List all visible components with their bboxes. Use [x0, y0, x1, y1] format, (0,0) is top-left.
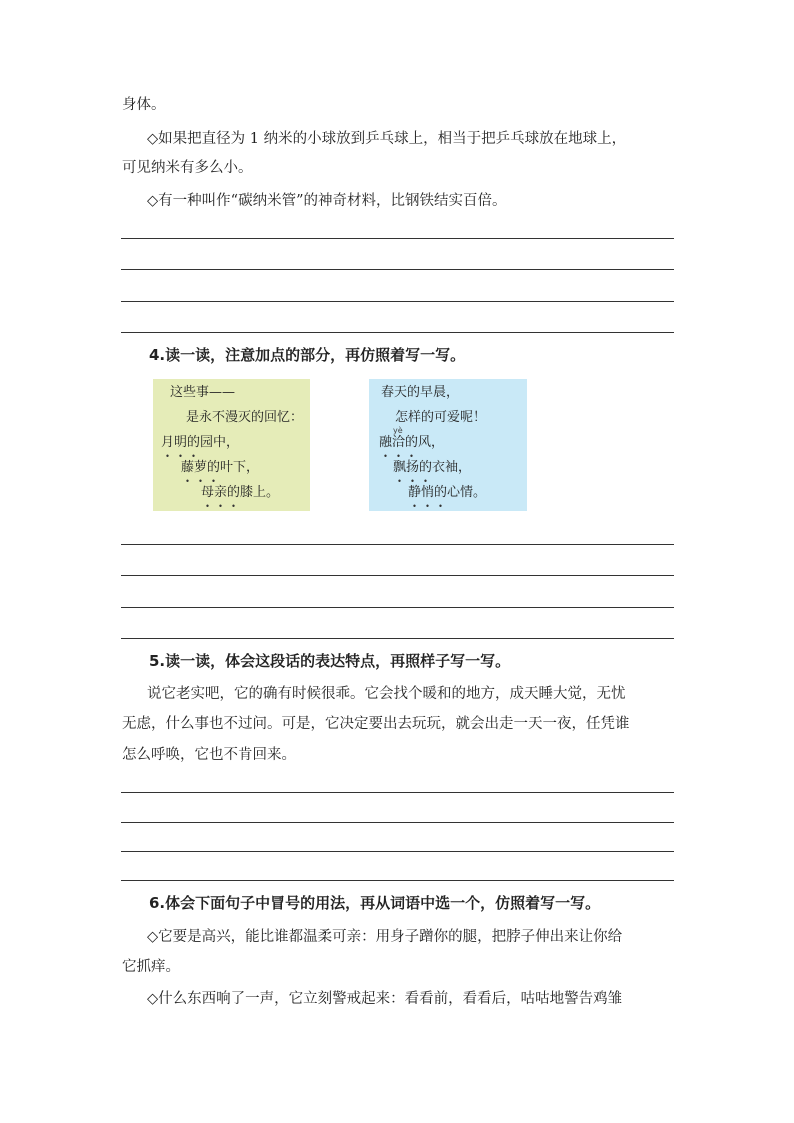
emphasis-char: 的 [434, 485, 448, 500]
emphasis-char: 的 [207, 460, 221, 475]
poem-line [161, 434, 239, 452]
question-5-title: 5.读一读，体会这段话的表达特点，再照样子写一写。 [149, 652, 511, 670]
emphasis-char: 的 [187, 435, 201, 450]
paragraph-line: 说它老实吧，它的确有时候很乖。它会找个暖和的地方，成天睡大觉，无忧 [147, 686, 626, 702]
bullet-paragraph: ◇什么东西响了一声，它立刻警戒起来：看看前，看看后，咕咕地警告鸡雏 [147, 991, 623, 1007]
poem-line: 春天的早晨， [381, 385, 460, 400]
dotted-text [201, 485, 240, 500]
poem-line [201, 484, 279, 502]
poem-line [408, 484, 486, 502]
writing-line [121, 851, 674, 852]
poem-line [379, 434, 444, 452]
poem-text: 园中， [200, 435, 240, 450]
dotted-text [181, 460, 220, 475]
question-4-title: 4.读一读，注意加点的部分，再仿照着写一写。 [149, 346, 466, 364]
poem-box-blue [369, 379, 527, 511]
paragraph-line: 怎么呼唤，它也不肯回来。 [122, 747, 296, 763]
emphasis-char: 的 [405, 435, 419, 450]
poem-text: 衣袖， [432, 460, 472, 475]
writing-line [121, 638, 674, 639]
text-line: 身体。 [122, 97, 166, 113]
dotted-text [393, 460, 432, 475]
poem-text: 风， [418, 435, 445, 450]
dotted-text [379, 435, 418, 450]
emphasis-char: 明 [174, 435, 188, 450]
emphasis-char: 悄 [421, 485, 435, 500]
bullet-paragraph: ◇如果把直径为 1 纳米的小球放到乒乓球上，相当于把乒乓球放在地球上， [147, 131, 627, 147]
writing-line [121, 301, 674, 302]
emphasis-char: 母 [201, 485, 215, 500]
poem-line: 怎样的可爱呢！ [395, 410, 487, 425]
emphasis-char: 扬 [406, 460, 420, 475]
bullet-paragraph: ◇有一种叫作“碳纳米管”的神奇材料，比钢铁结实百倍。 [147, 193, 507, 209]
writing-line [121, 792, 674, 793]
writing-line [121, 544, 674, 545]
writing-line [121, 269, 674, 270]
poem-line: 是永不漫灭的回忆： [186, 410, 304, 425]
poem-text: 叶下， [220, 460, 260, 475]
emphasis-char: 洽 [392, 435, 406, 450]
emphasis-char: 飘 [393, 460, 407, 475]
emphasis-char: 的 [227, 485, 241, 500]
emphasis-char: 融 [379, 435, 393, 450]
emphasis-char: 藤 [181, 460, 195, 475]
poem-text: 心情。 [447, 485, 487, 500]
poem-line [181, 459, 259, 477]
writing-line [121, 822, 674, 823]
poem-text: 膝上。 [240, 485, 280, 500]
dotted-text [408, 485, 447, 500]
writing-line [121, 238, 674, 239]
writing-line [121, 575, 674, 576]
poem-line: 这些事—— [170, 385, 236, 400]
question-6-title: 6.体会下面句子中冒号的用法，再从词语中选一个，仿照着写一写。 [149, 894, 601, 912]
writing-line [121, 880, 674, 881]
bullet-paragraph: ◇它要是高兴，能比谁都温柔可亲：用身子蹭你的腿，把脖子伸出来让你给 [147, 929, 623, 945]
emphasis-char: 的 [419, 460, 433, 475]
poem-box-green [153, 379, 310, 511]
emphasis-char: 月 [161, 435, 175, 450]
emphasis-char: 萝 [194, 460, 208, 475]
emphasis-char: 亲 [214, 485, 228, 500]
paragraph-line: 无虑，什么事也不过问。可是，它决定要出去玩玩，就会出走一天一夜，任凭谁 [122, 716, 630, 732]
bullet-paragraph-cont: 它抓痒。 [122, 959, 180, 975]
poem-line [393, 459, 471, 477]
writing-line [121, 332, 674, 333]
pinyin-annotation: yè [393, 426, 403, 435]
emphasis-char: 静 [408, 485, 422, 500]
writing-line [121, 607, 674, 608]
dotted-text [161, 435, 200, 450]
bullet-paragraph-cont: 可见纳米有多么小。 [122, 160, 253, 176]
